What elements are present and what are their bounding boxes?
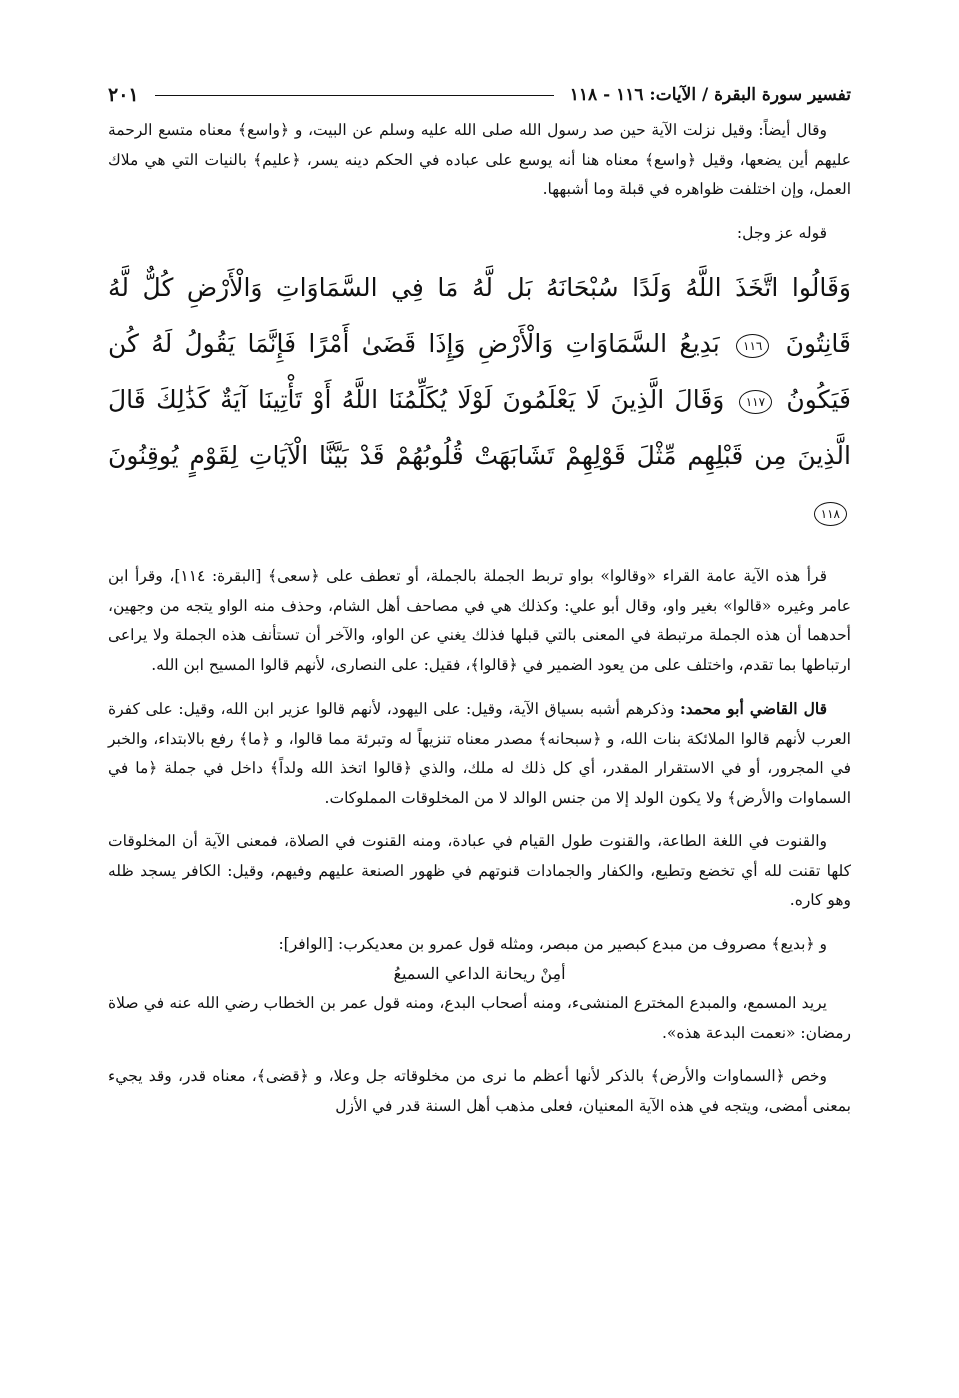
- verse-117: بَدِيعُ السَّمَاوَاتِ وَالْأَرْضِ وَإِذَا قَضَىٰ أَمْرًا فَإِنَّمَا يَقُولُ لَهُ كُن فَيَكُونُ: [108, 329, 851, 414]
- page-number: ٢٠١: [108, 84, 139, 106]
- paragraph-qiraat: قرأ هذه الآية عامة القراء «وقالوا» بواو تربط الجملة بالجملة، أو تعطف على ﴿سعى﴾ [البقرة: ١١٤]، وقرأ ابن عامر وغيره «قالوا» بغير واو، وقال أبو علي: وكذلك هي في مصاحف أهل الشام، وحذف منه الواو يتجه من وجهين، أحدهما أن هذه الجملة مرتبطة في المعنى بالتي قبلها فذلك يغني عن الواو، والآخر أن تستأنف هذه الجملة ولا يراعى ارتباطها بما تقدم، واختلف على من يعود الضمير في ﴿قالوا﴾، فقيل: على النصارى، لأنهم قالوا المسيح ابن الله.: [108, 567, 851, 674]
- paragraph-qadi-text: وذكرهم أشبه بسياق الآية، وقيل: على اليهود، لأنهم قالوا عزير ابن الله، وقيل: على كفرة العرب لأنهم قالوا الملائكة بنات الله، و ﴿سبحانه﴾ مصدر معناه تنزيهاً له وتبرئة مما قالوا، و ﴿ما﴾ رفع بالابتداء، والخبر في المجرور، أو في الاستقرار المقدر، أي كل ذلك له ملك، والذي ﴿قالوا اتخذ الله ولداً﴾ داخل في جملة ﴿ما في السماوات والأرض﴾ ولا يكون الولد إلا من جنس الوالد لا من المخلوقات المملوكات.: [108, 700, 851, 807]
- ayah-number-116: ١١٦: [736, 334, 769, 358]
- verse-118: وَقَالَ الَّذِينَ لَا يَعْلَمُونَ لَوْلَا يُكَلِّمُنَا اللَّهُ أَوْ تَأْتِينَا آيَةٌ كَذَٰلِكَ قَالَ الَّذِينَ مِن قَبْلِهِم مِّثْلَ قَوْلِهِمْ تَشَابَهَتْ قُلُوبُهُمْ قَدْ بَيَّنَّا الْآيَاتِ لِقَوْمٍ يُوقِنُونَ: [108, 385, 851, 470]
- paragraph-bida: يريد المسمع، والمبدع المخترع المنشىء، ومنه أصحاب البدع، ومنه قول عمر بن الخطاب رضي الله عنه في صلاة رمضان: «نعمت البدعة هذه».: [108, 994, 851, 1042]
- header-rule: [155, 95, 554, 96]
- poem-verse: أمِنْ ريحانة الداعي السميعُ: [393, 964, 566, 983]
- paragraph-badi: و ﴿بديع﴾ مصروف من مبدع كبصير من مبصر، ومثله قول عمرو بن معديكرب: [الوافر]:: [278, 934, 827, 953]
- quran-verses: [108, 260, 851, 540]
- paragraph-wasi: وقال أيضاً: وقيل نزلت الآية حين صد رسول الله صلى الله عليه وسلم عن البيت، و ﴿واسع﴾ معناه متسع الرحمة عليهم أين يضعها، وقيل ﴿واسع﴾ معناه هنا أنه يوسع على عباده في الحكم دينه يسر، ﴿عليم﴾ بالنيات التي هي ملاك العمل، وإن اختلفت ظواهره في قبلة وما أشبهها.: [108, 121, 851, 198]
- running-head: تفسير سورة البقرة / الآيات: ١١٦ - ١١٨: [569, 85, 851, 105]
- page-header: [108, 78, 851, 112]
- intro-line: قوله عز وجل:: [736, 223, 827, 242]
- paragraph-qunut: والقنوت في اللغة الطاعة، والقنوت طول القيام في عبادة، ومنه القنوت في الصلاة، فمعنى الآية أن المخلوقات كلها تقنت لله أي تخضع وتطيع، والكفار والجمادات قنوتهم في ظهور الصنعة عليهم وفيهم، وقيل: الكافر يسجد ظله وهو كاره.: [108, 832, 851, 909]
- ayah-number-118: ١١٨: [814, 502, 847, 526]
- paragraph-qada: وخص ﴿السماوات والأرض﴾ بالذكر لأنها أعظم ما نرى من مخلوقاته جل وعلا، و ﴿قضى﴾، معناه قدر، وقد يجيء بمعنى أمضى، ويتجه في هذه الآية المعنيان، فعلى مذهب أهل السنة قدر في الأزل: [108, 1067, 851, 1115]
- verse-116: وَقَالُوا اتَّخَذَ اللَّهُ وَلَدًا سُبْحَانَهُ بَل لَّهُ مَا فِي السَّمَاوَاتِ وَالْأَرْضِ كُلٌّ لَّهُ قَانِتُونَ: [108, 273, 851, 358]
- paragraph-lead: قال القاضي أبو محمد:: [679, 699, 827, 718]
- ayah-number-117: ١١٧: [739, 390, 772, 414]
- paragraph-qadi: [108, 694, 851, 813]
